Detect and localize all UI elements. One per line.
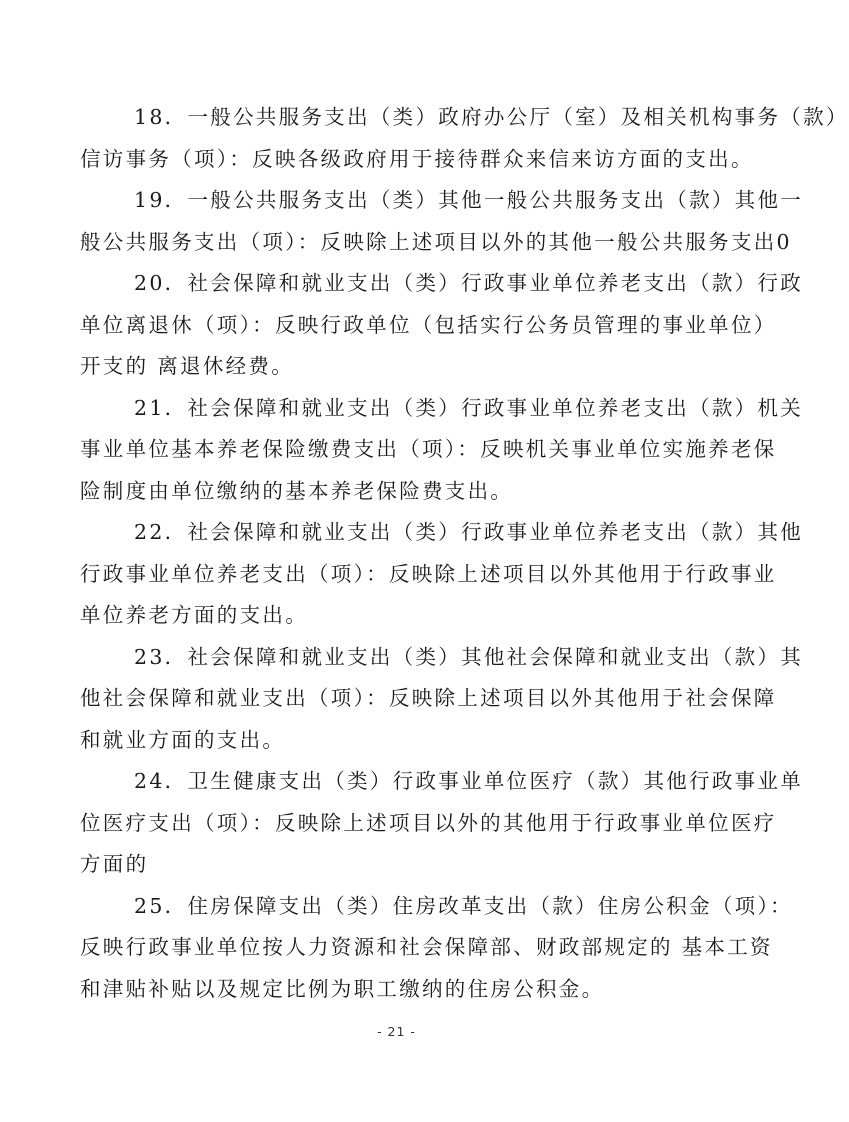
paragraph-line: 和就业方面的支出。 — [80, 727, 286, 752]
paragraph-line: 行政事业单位养老支出（项）：反映除上述项目以外其他用于行政事业 — [80, 561, 777, 586]
paragraph-line: 24．卫生健康支出（类）行政事业单位医疗（款）其他行政事业单 — [134, 769, 804, 793]
paragraph-line: 开支的 离退休经费。 — [80, 354, 295, 378]
paragraph-line: 方面的 — [80, 852, 149, 876]
paragraph-line: 19．一般公共服务支出（类）其他一般公共服务支出（款）其他一 — [134, 188, 804, 212]
paragraph-line: 险制度由单位缴纳的基本养老保险费支出。 — [80, 478, 514, 503]
paragraph-item-25 — [80, 886, 793, 1011]
paragraph-line: 单位养老方面的支出。 — [80, 603, 308, 627]
paragraph-line: 18．一般公共服务支出（类）政府办公厅（室）及相关机构事务（款） — [134, 105, 849, 129]
paragraph-line: 25．住房保障支出（类）住房改革支出（款）住房公积金（项）： — [134, 893, 793, 918]
paragraph-line: 和津贴补贴以及规定比例为职工缴纳的住房公积金。 — [80, 976, 605, 1001]
paragraph-line: 23．社会保障和就业支出（类）其他社会保障和就业支出（款）其 — [134, 644, 804, 669]
paragraph-line: 21．社会保障和就业支出（类）行政事业单位养老支出（款）机关 — [134, 395, 804, 420]
paragraph-line: 单位离退休（项）：反映行政单位（包括实行公务员管理的事业单位） — [80, 312, 777, 337]
paragraph-item-19 — [80, 180, 804, 263]
paragraph-item-22 — [80, 512, 804, 637]
paragraph-line: 般公共服务支出（项）：反映除上述项目以外的其他一般公共服务支出0 — [80, 229, 792, 254]
paragraph-item-18 — [80, 97, 849, 180]
paragraph-line: 22．社会保障和就业支出（类）行政事业单位养老支出（款）其他 — [134, 520, 804, 544]
paragraph-item-24 — [80, 761, 804, 886]
paragraph-item-23 — [80, 637, 804, 762]
page-number: - 21 - — [377, 1024, 416, 1039]
paragraph-item-20 — [80, 263, 804, 388]
paragraph-item-21 — [80, 388, 804, 513]
paragraph-line: 位医疗支出（项）：反映除上述项目以外的其他用于行政事业单位医疗 — [80, 810, 777, 835]
paragraph-line: 反映行政事业单位按人力资源和社会保障部、财政部规定的 基本工资 — [80, 935, 773, 959]
paragraph-line: 信访事务（项）：反映各级政府用于接待群众来信来访方面的支出。 — [80, 146, 754, 171]
paragraph-line: 20．社会保障和就业支出（类）行政事业单位养老支出（款）行政 — [134, 271, 804, 295]
paragraph-line: 事业单位基本养老保险缴费支出（项）：反映机关事业单位实施养老保 — [80, 437, 777, 461]
document-body — [80, 97, 849, 1010]
paragraph-line: 他社会保障和就业支出（项）：反映除上述项目以外其他用于社会保障 — [80, 686, 777, 710]
